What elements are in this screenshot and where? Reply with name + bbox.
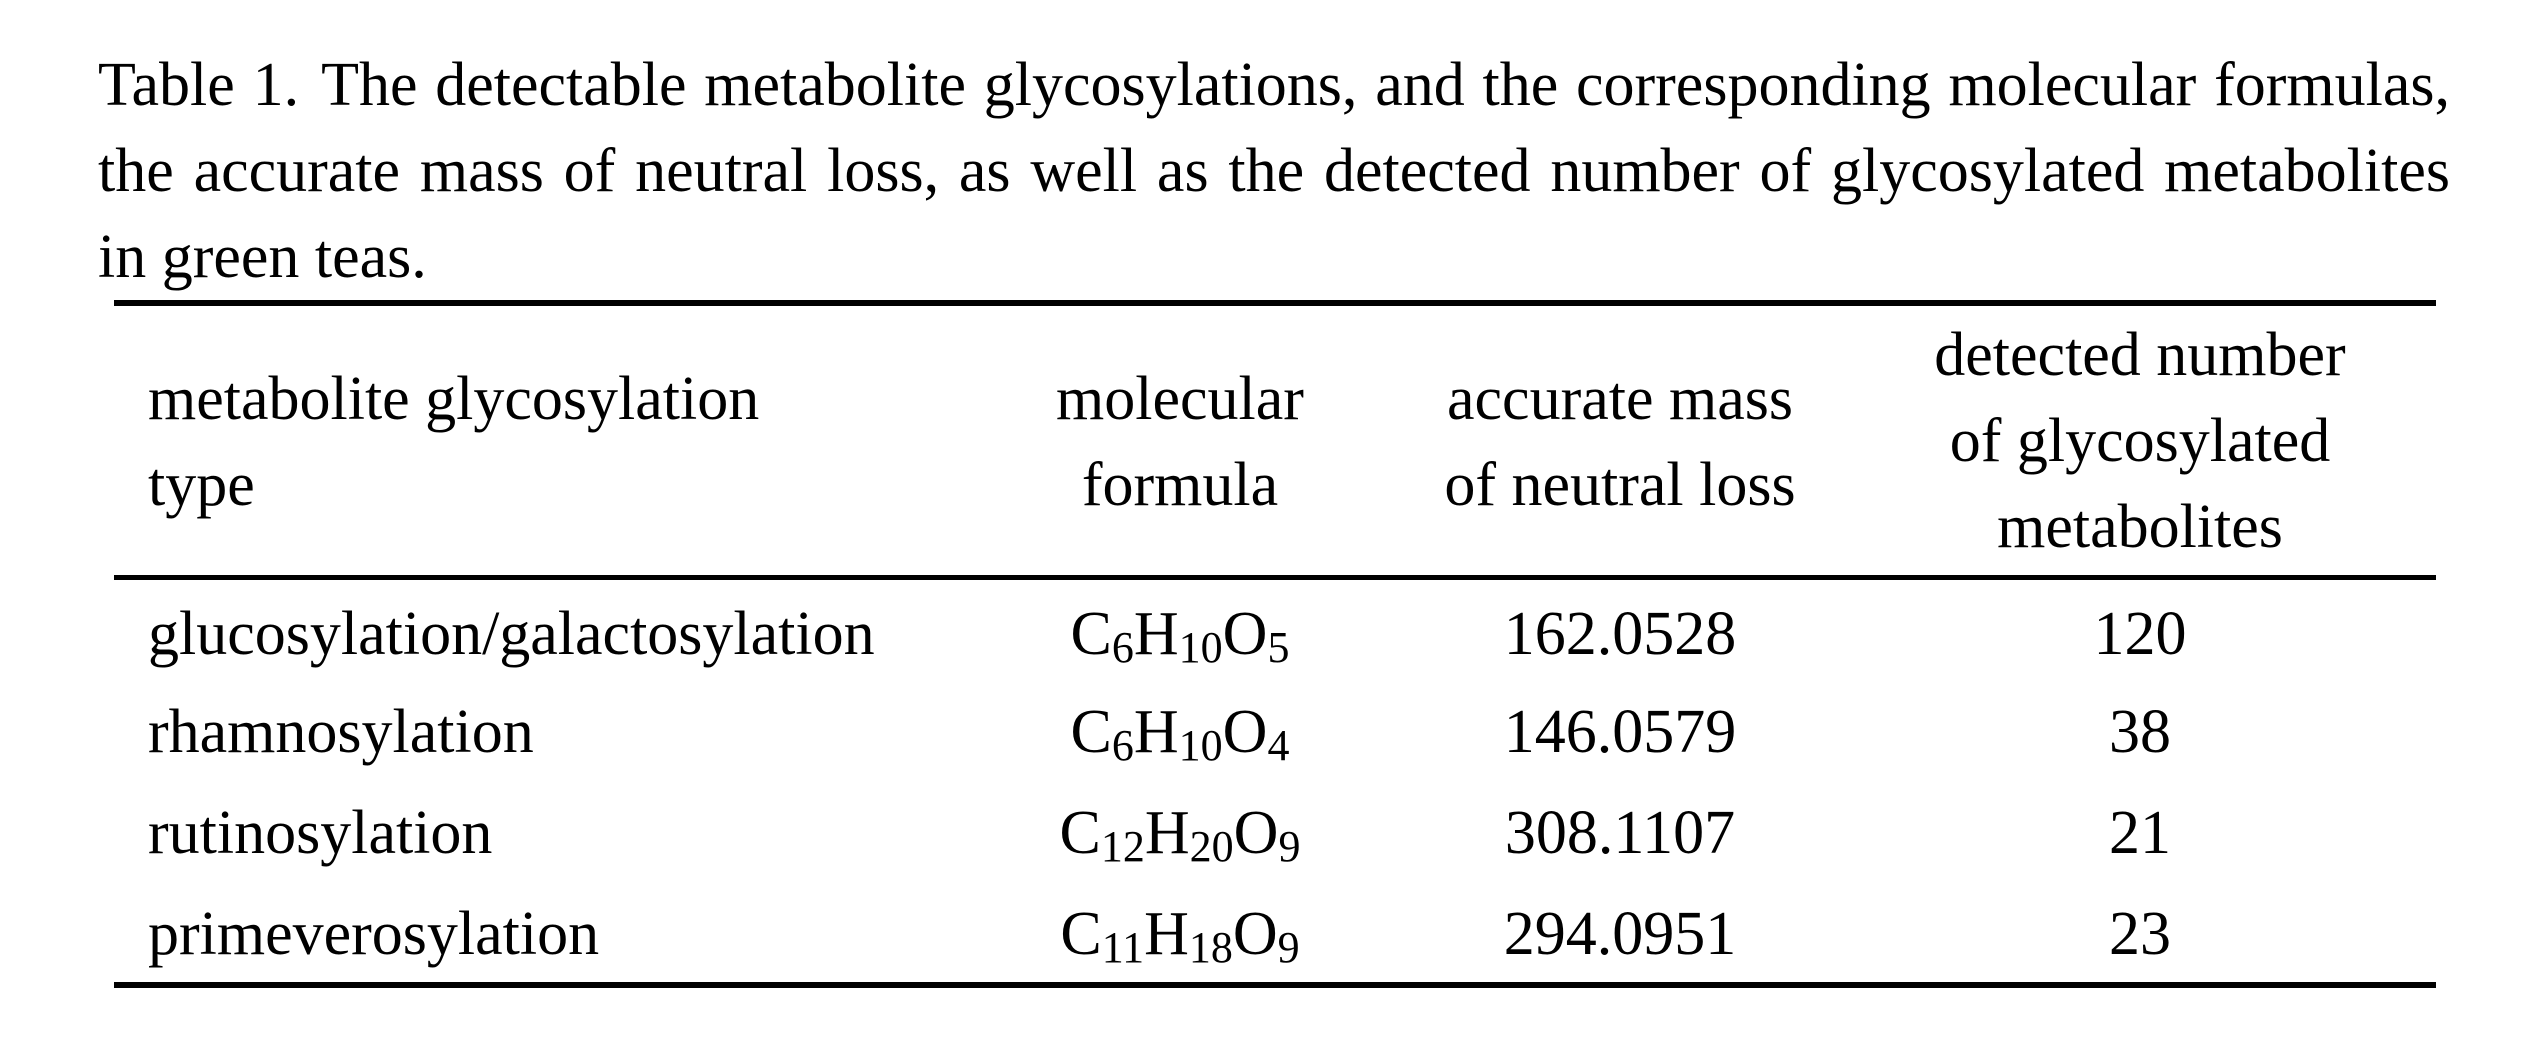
cell-accurate-mass: 294.0951: [1503, 900, 1737, 968]
header-line: of glycosylated: [1949, 407, 2331, 475]
table-bottom-rule: [114, 982, 2436, 988]
cell-molecular-formula: [1000, 584, 1360, 684]
header-line: type: [148, 451, 255, 519]
caption-text: The detectable metabolite glycosylations, and the corresponding molecular formulas, the accurate mass of neutral loss, as well as the detected number of glycosylated metabolites in green teas.: [98, 51, 2450, 291]
table-row: [114, 682, 2436, 782]
cell-molecular-formula: [1000, 783, 1360, 883]
element-count: 18: [1188, 923, 1233, 972]
header-accurate-mass: [1400, 356, 1840, 528]
element-symbol: H: [1133, 698, 1179, 766]
table-row: [114, 884, 2436, 984]
element-count: 20: [1189, 822, 1234, 871]
cell-accurate-mass: 308.1107: [1504, 799, 1736, 867]
element-count: 9: [1278, 822, 1301, 871]
cell-accurate-mass: 162.0528: [1503, 600, 1737, 668]
cell-accurate-mass: 146.0579: [1503, 698, 1737, 766]
element-count: 5: [1267, 623, 1290, 672]
element-count: 9: [1277, 923, 1300, 972]
cell-molecular-formula: [1000, 884, 1360, 984]
element-symbol: H: [1133, 600, 1179, 668]
element-symbol: H: [1144, 900, 1189, 968]
element-symbol: O: [1222, 698, 1268, 766]
cell-glycosylation-type: glucosylation/galactosylation: [148, 600, 875, 668]
header-line: metabolite glycosylation: [148, 365, 760, 433]
element-count: 4: [1267, 721, 1290, 770]
table-top-rule: [114, 300, 2436, 306]
element-count: 11: [1101, 923, 1145, 972]
header-line: formula: [1081, 451, 1279, 519]
cell-detected-number: 23: [2109, 900, 2171, 968]
cell-detected-number: 38: [2109, 698, 2171, 766]
element-count: 10: [1178, 721, 1223, 770]
header-line: molecular: [1056, 365, 1304, 433]
table-row: [114, 584, 2436, 684]
table-label: Table 1.: [98, 51, 300, 119]
header-glycosylation-type: [148, 356, 968, 528]
cell-glycosylation-type: rutinosylation: [148, 799, 493, 867]
header-line: accurate mass: [1447, 365, 1793, 433]
element-symbol: C: [1060, 900, 1102, 968]
element-count: 6: [1111, 721, 1134, 770]
element-count: 10: [1178, 623, 1223, 672]
header-line: of neutral loss: [1444, 451, 1796, 519]
header-detected-number: [1860, 312, 2420, 570]
element-symbol: O: [1222, 600, 1268, 668]
header-line: metabolites: [1997, 493, 2283, 561]
element-count: 12: [1100, 822, 1145, 871]
cell-glycosylation-type: rhamnosylation: [148, 698, 534, 766]
table-row: [114, 783, 2436, 883]
element-count: 6: [1111, 623, 1134, 672]
element-symbol: O: [1233, 799, 1279, 867]
table-caption: [98, 42, 2450, 300]
header-line: detected number: [1934, 321, 2346, 389]
cell-glycosylation-type: primeverosylation: [148, 900, 600, 968]
cell-molecular-formula: [1000, 682, 1360, 782]
table-header-rule: [114, 575, 2436, 580]
element-symbol: O: [1232, 900, 1278, 968]
element-symbol: H: [1144, 799, 1190, 867]
cell-detected-number: 120: [2093, 600, 2187, 668]
element-symbol: C: [1059, 799, 1101, 867]
element-symbol: C: [1070, 698, 1112, 766]
element-symbol: C: [1070, 600, 1112, 668]
cell-detected-number: 21: [2109, 799, 2171, 867]
header-molecular-formula: [1000, 356, 1360, 528]
